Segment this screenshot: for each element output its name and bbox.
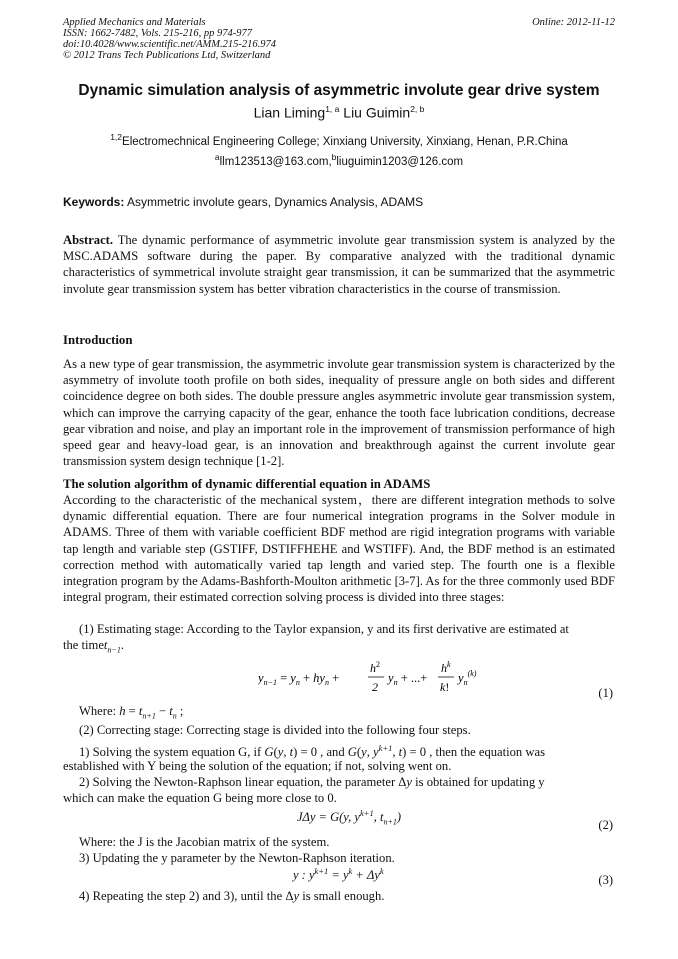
issn-line: ISSN: 1662-7482, Vols. 215-216, pp 974-977 bbox=[63, 28, 252, 39]
intro-text: As a new type of gear transmission, the asymmetric involute gear transmission system is characterized by the asymmetry of involute tooth profile on both sides, inequality of pressure angle on both sides and different coincidence degree on both sides. The double pressure angles asymmetric involute gear transmission system, which can improve the carrying capacity of the gear, enhance the tooth face lubrication conditions, decrease gear vibration and noise, and play an important role in the improvement of transmission performance of high speed gear and heavy-load gear, is an innovation and breakthrough against the current involute gear transmission system design technique [1-2]. bbox=[63, 357, 615, 469]
svg-text:yn(k): $y_n^{(k)}$ bbox=[458, 669, 477, 687]
s2-text-a: 2) Solving the Newton-Raphson linear equation, the parameter bbox=[79, 775, 396, 789]
paper-title: Dynamic simulation analysis of asymmetric involute gear drive system bbox=[78, 82, 600, 99]
step1-line-a: (1) Estimating stage: According to the Taylor expansion, y and its first derivative are estimated at bbox=[79, 622, 569, 636]
where-1-formula: h bbox=[119, 704, 126, 718]
equation-3-number: (3) bbox=[598, 873, 613, 887]
author-1-sup: 1, a bbox=[325, 104, 340, 114]
equation-1-graphic bbox=[258, 660, 488, 694]
svg-text:2: 2 bbox=[372, 680, 378, 694]
s2-text-b: is obtained for updating y bbox=[415, 775, 545, 789]
svg-text:yn + ...+: $y_n$ + ...+ bbox=[388, 671, 428, 687]
keywords-text: Asymmetric involute gears, Dynamics Analysis, ADAMS bbox=[127, 195, 424, 209]
svg-text:yn−1 = yn + hyn +: $y_{n-1} = y_n + hy_n$ + bbox=[258, 671, 340, 687]
svg-text:hk: $h^k$ bbox=[441, 660, 451, 675]
equation-1-number: (1) bbox=[598, 686, 613, 700]
abstract-text: The dynamic performance of asymmetric involute gear transmission system is analyzed by the MSC.ADAMS software during the paper. By comparative analyzed with the traditional dynamic characteristics of symmetrical involute straight gear transmission, it can be summarized that the asymmetric involute gear transmission system has better vibration characteristics in the course of transmission. bbox=[63, 233, 615, 296]
author-2: Liu Guimin bbox=[343, 104, 411, 121]
s1-text-c: , then the equation was bbox=[429, 745, 545, 760]
step1-time-text: the time bbox=[63, 638, 104, 652]
s1-text-b: , and bbox=[320, 745, 345, 760]
equation-2: JΔy = G(y, $y^{k+1}$, $t_{n+1}$) bbox=[297, 808, 402, 827]
affiliation bbox=[0, 132, 678, 148]
s1-text-a: 1) Solving the system equation G, if bbox=[79, 745, 262, 760]
email-2-sup: b bbox=[331, 152, 337, 162]
equation-1 bbox=[258, 660, 488, 694]
where-2: Where: the J is the Jacobian matrix of the system. bbox=[79, 835, 330, 849]
email-1: llm123513@163.com, bbox=[219, 155, 332, 168]
affil-text: Electromechnical Engineering College; Xinxiang University, Xinxiang, Henan, P.R.China bbox=[122, 135, 568, 148]
email-1-sup: a bbox=[214, 152, 220, 162]
where-1-label: Where: bbox=[79, 704, 117, 718]
svg-text:k!: k! bbox=[440, 680, 450, 694]
author-1: Lian Liming bbox=[253, 104, 326, 121]
s1-line-cont: established with Y being the solution of the equation; if not, solving went on. bbox=[63, 759, 452, 773]
copyright-line: © 2012 Trans Tech Publications Ltd, Switzerland bbox=[63, 50, 271, 61]
s2-line: 2) Solving the Newton-Raphson linear equation, the parameter Δy is obtained for updating y bbox=[79, 775, 545, 789]
equation-3: y : $y^{k+1} = y^k + \Delta y^k$ bbox=[293, 866, 384, 883]
time-subscript: n−1 bbox=[107, 645, 121, 655]
keywords-label: Keywords: bbox=[63, 195, 125, 209]
intro-heading: Introduction bbox=[63, 333, 133, 347]
step2-line: (2) Correcting stage: Correcting stage is divided into the following four steps. bbox=[79, 723, 471, 737]
abstract-label: Abstract. bbox=[63, 233, 114, 247]
s3-line: 3) Updating the y parameter by the Newton-Raphson iteration. bbox=[79, 851, 395, 865]
step1-line-b: the timet$_{n-1}$. bbox=[63, 638, 124, 655]
time-symbol: t bbox=[103, 638, 108, 652]
emails bbox=[0, 152, 678, 168]
svg-text:h2: $h^2$ bbox=[370, 660, 380, 675]
journal-name: Applied Mechanics and Materials bbox=[63, 17, 206, 28]
s4-text-a: 4) Repeating the step 2) and 3), until the bbox=[79, 889, 283, 903]
s4-line: 4) Repeating the step 2) and 3), until the Δy is small enough. bbox=[79, 889, 385, 903]
solution-heading: The solution algorithm of dynamic differential equation in ADAMS bbox=[63, 477, 431, 491]
solution-text: According to the characteristic of the mechanical system，there are different integration methods to solve dynamic differential equation. There are four numerical integration programs in the Solver module in ADAMS. Three of them with variable coefficient BDF method are rigid integration programs with variable tap length and variable step (GSTIFF, DSTIFFHEHE and WSTIFF). And, the BDF method is an estimated correction method with automatically varied tap length and varied step. The fourth one is a flexible integration program by the Adams-Bashforth-Moulton arithmetic [3-7]. As for the three commonly used BDF integral program, their estimated correction solving process is divided into three stages: bbox=[63, 493, 615, 605]
s2-line-cont: which can make the equation G being more close to 0. bbox=[63, 791, 337, 805]
author-2-sup: 2, b bbox=[410, 104, 425, 114]
s1-line: 1) Solving the system equation G, if G(y, t) = 0 , and G(y, $y^{k+1}$, t) = 0 , then the equation was bbox=[79, 743, 545, 760]
where-1: Where: $h = t_{n+1} - t_n$ ; bbox=[79, 704, 184, 721]
affil-sup: 1,2 bbox=[110, 132, 123, 142]
online-date: Online: 2012-11-12 bbox=[532, 17, 615, 28]
abstract bbox=[63, 232, 615, 297]
s4-text-b: is small enough. bbox=[302, 889, 385, 903]
keywords bbox=[63, 195, 423, 209]
doi-line: doi:10.4028/www.scientific.net/AMM.215-216.974 bbox=[63, 39, 276, 50]
author-line bbox=[0, 104, 678, 121]
email-2: liuguimin1203@126.com bbox=[336, 155, 464, 168]
equation-2-number: (2) bbox=[598, 818, 613, 832]
